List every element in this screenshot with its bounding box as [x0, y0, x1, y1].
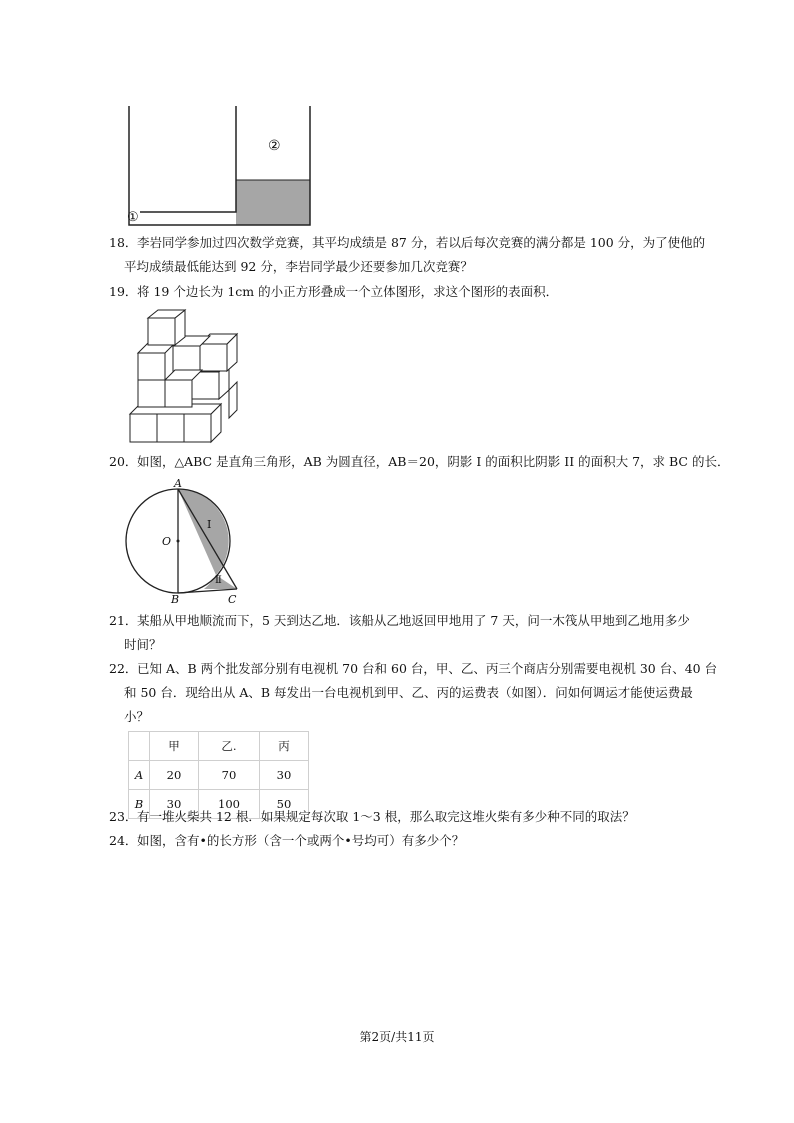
- region-label-i: I: [207, 518, 212, 531]
- question-21: [109, 613, 690, 629]
- container-figure: [120, 104, 320, 230]
- question-21-cont: 时间？: [124, 637, 162, 652]
- question-text: 已知 A、B 两个批发部分别有电视机 70 台和 60 台，甲、乙、丙三个商店分别需要电视机 30 台、40 台: [137, 661, 718, 676]
- question-number: 23．: [109, 809, 138, 824]
- table-cell: 50: [260, 790, 309, 819]
- container-label-1: ①: [127, 210, 139, 225]
- question-19: [109, 284, 558, 300]
- table-cell: 70: [199, 761, 260, 790]
- table-cell: 30: [260, 761, 309, 790]
- question-20: [109, 454, 729, 470]
- circle-triangle-figure: [120, 472, 250, 612]
- question-text: 某船从甲地顺流而下，5 天到达乙地．该船从乙地返回甲地用了 7 天，问一木筏从甲地到乙地用多少: [137, 613, 690, 628]
- table-header-cell: [129, 732, 150, 761]
- table-cell: 100: [199, 790, 260, 819]
- cube-stack-figure: [128, 308, 240, 448]
- table-cell: B: [129, 790, 150, 819]
- point-label-b: B: [171, 593, 180, 606]
- question-24: [109, 833, 464, 849]
- table-header-cell: 丙: [260, 732, 309, 761]
- question-22: [109, 661, 717, 677]
- page-footer: 第2页/共11页: [359, 1030, 435, 1044]
- question-text: 李岩同学参加过四次数学竞赛，其平均成绩是 87 分，若以后每次竞赛的满分都是 100 分，为了使他的: [137, 235, 706, 250]
- freight-table: [128, 731, 309, 819]
- question-23: [109, 809, 635, 825]
- question-22-cont: 和 50 台．现给出从 A、B 每发出一台电视机到甲、乙、丙的运费表（如图）．问如何调运才能使运费最: [124, 685, 693, 700]
- table-row: [129, 761, 309, 790]
- table-header-cell: 甲: [150, 732, 199, 761]
- question-18-cont: 平均成绩最低能达到 92 分，李岩同学最少还要参加几次竞赛？: [124, 259, 473, 274]
- question-text: 如图，含有•的长方形（含一个或两个•号均可）有多少个？: [137, 833, 465, 848]
- point-label-c: C: [228, 593, 237, 606]
- question-text: 将 19 个边长为 1cm 的小正方形叠成一个立体图形，求这个图形的表面积．: [137, 284, 559, 299]
- point-label-a: A: [174, 477, 182, 490]
- container-label-2: ②: [268, 138, 281, 154]
- table-cell: A: [129, 761, 150, 790]
- question-number: 19．: [109, 284, 138, 299]
- region-label-ii: Ⅱ: [215, 575, 222, 586]
- question-number: 24．: [109, 833, 138, 848]
- question-text: 如图，△ABC 是直角三角形，AB 为圆直径，AB＝20，阴影 I 的面积比阴影 II 的面积大 7，求 BC 的长．: [137, 454, 730, 469]
- question-number: 18．: [109, 235, 138, 250]
- table-cell: 30: [150, 790, 199, 819]
- question-18: [109, 235, 705, 251]
- question-22-cont2: 小？: [124, 709, 150, 724]
- point-label-o: O: [162, 535, 172, 548]
- question-number: 20．: [109, 454, 138, 469]
- question-number: 21．: [109, 613, 138, 628]
- question-number: 22．: [109, 661, 138, 676]
- table-cell: 20: [150, 761, 199, 790]
- table-header-row: [129, 732, 309, 761]
- question-text: 有一堆火柴共 12 根．如果规定每次取 1～3 根，那么取完这堆火柴有多少种不同的取法？: [137, 809, 635, 824]
- water-shading: [236, 180, 310, 225]
- table-header-cell: 乙.: [199, 732, 260, 761]
